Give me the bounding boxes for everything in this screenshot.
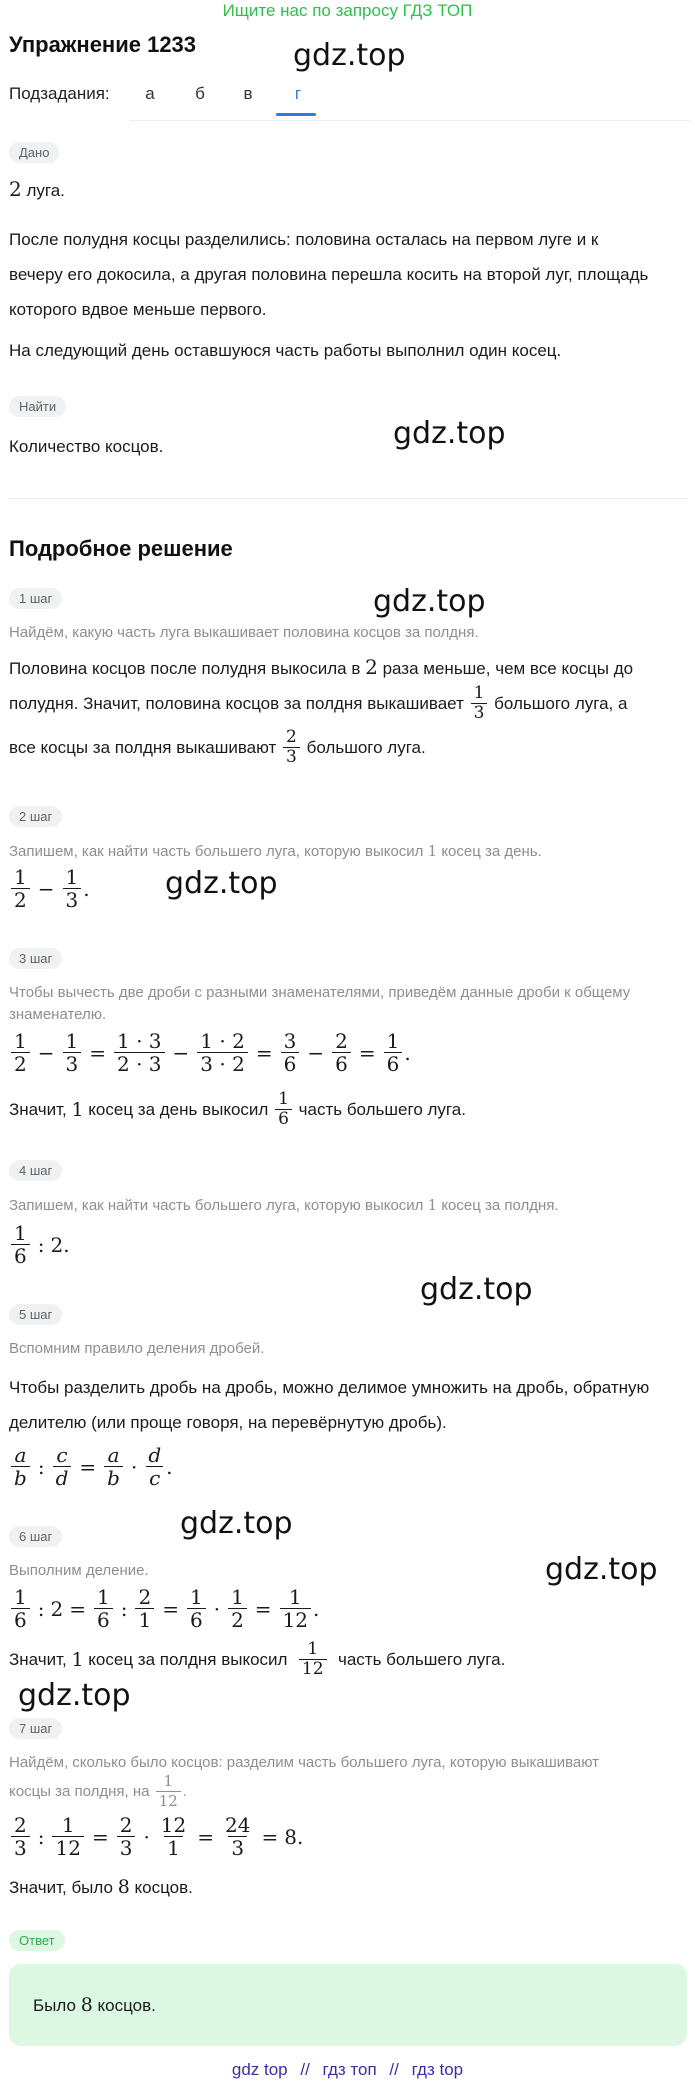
step2-formula: $\frac{1}{2}$ − $\frac{1}{3}$ . [9,866,90,911]
find-text: Количество косцов. [9,437,164,456]
step6-conclusion: Значит, 1 косец за полдня выкосил $\frac{1}{12}$ часть большего луга. [9,1639,506,1679]
watermark: gdz.top [18,1678,131,1713]
tab-b[interactable]: б [195,84,205,103]
footer-separator: // [389,2060,399,2079]
footer-separator: // [300,2060,310,2079]
given-para1: После полудня косцы разделились: половина осталась на первом луге и к вечеру его докосила, а другая половина перешла косить на второй луг, площадь которого вдвое меньше первого. [9,230,649,319]
top-banner[interactable]: Ищите нас по запросу ГДЗ ТОП [222,1,473,20]
footer-link[interactable]: гдз топ [322,2060,377,2079]
given-badge: Дано [9,142,59,163]
step5-hint: Вспомним правило деления дробей. [9,1340,265,1357]
step6-formula: $\frac{1}{6}$ : 2 = $\frac{1}{6}$ : $\frac{2}{1}$ = $\frac{1}{6}$ · $\frac{1}{2}$ = $\frac{1}{12}$ . [9,1586,319,1631]
tabs-divider [130,120,690,121]
find-badge: Найти [9,396,66,417]
step3-badge: 3 шаг [9,948,62,969]
step1-badge: 1 шаг [9,588,62,609]
footer-link[interactable]: гдз top [411,2060,464,2079]
step3-formula: $\frac{1}{2}$ − $\frac{1}{3}$ = $\frac{1 \cdot 3}{2 \cdot 3}$ − $\frac{1 \cdot 2}{3 \cdot 2}$ = $\frac{3}{6}$ − $\frac{2}{6}$ = $\frac{1}{6}$ . [9,1030,411,1075]
step1-hint: Найдём, какую часть луга выкашивает половина косцов за полдня. [9,624,479,641]
step2-hint: Запишем, как найти часть большего луга, которую выкосил 1 косец за день. [9,842,542,860]
fraction-2-3: $\frac{2}{3}$ [283,728,300,767]
step2-badge: 2 шаг [9,806,62,827]
step5-badge: 5 шаг [9,1304,62,1325]
footer-links [0,2060,695,2080]
step3-hint: Чтобы вычесть две дроби с разными знаменателями, приведём данные дроби к общему знаменателю. [9,984,631,1023]
step7-hint-line1: Найдём, сколько было косцов: разделим часть большего луга, которую выкашивают [9,1754,600,1771]
given-line1: 2 луга. [9,177,65,201]
watermark: gdz.top [180,1506,293,1541]
solution-title: Подробное решение [9,536,233,561]
page-title: Упражнение 1233 [9,32,197,57]
step7-formula: $\frac{2}{3}$ : $\frac{1}{12}$ = $\frac{2}{3}$ · $\frac{12}{1}$ = $\frac{24}{3}$ = 8. [9,1814,303,1859]
step5-formula: $\frac{a}{b}$ : $\frac{c}{d}$ = $\frac{a}{b}$ · $\frac{d}{c}$ . [9,1444,172,1489]
watermark: gdz.top [420,1272,533,1307]
step7-hint-line2: косцы за полдня, на $\frac{1}{12}$ . [9,1772,187,1810]
tab-a[interactable]: а [145,84,155,103]
step4-hint: Запишем, как найти часть большего луга, которую выкосил 1 косец за полдня. [9,1196,559,1214]
divider [9,498,687,499]
watermark: gdz.top [393,416,506,451]
step1-line1: Половина косцов после полудня выкосила в 2 раза меньше, чем все косцы до [9,655,634,679]
subtasks-label: Подзадания: [9,84,110,103]
watermark: gdz.top [293,38,406,73]
step7-badge: 7 шаг [9,1718,62,1739]
step6-hint: Выполним деление. [9,1562,149,1579]
answer-text: Было 8 косцов. [33,1994,156,2016]
step3-conclusion: Значит, 1 косец за день выкосил $\frac{1}{6}$ часть большего луга. [9,1089,466,1129]
footer-link[interactable]: gdz top [231,2060,288,2079]
tab-g[interactable]: г [294,84,302,103]
step5-rule: Чтобы разделить дробь на дробь, можно делимое умножить на дробь, обратную делителю (или проще говоря, на перевёрнутую дробь). [9,1378,650,1432]
step1-line2: полудня. Значит, половина косцов за полдня выкашивает $\frac{1}{3}$ большого луга, а [9,683,628,723]
watermark: gdz.top [165,866,278,901]
tab-v[interactable]: в [243,84,253,103]
watermark: gdz.top [545,1552,658,1587]
answer-badge: Ответ [9,1930,65,1951]
given-para2: На следующий день оставшуюся часть работы выполнил один косец. [9,341,562,360]
step7-conclusion: Значит, было 8 косцов. [9,1876,193,1898]
active-tab-indicator [276,113,316,116]
step4-badge: 4 шаг [9,1160,62,1181]
step4-formula: $\frac{1}{6}$ : 2. [9,1222,70,1267]
step1-line3: все косцы за полдня выкашивают $\frac{2}{3}$ большого луга. [9,727,426,767]
watermark: gdz.top [373,584,486,619]
step6-badge: 6 шаг [9,1526,62,1547]
fraction-1-3: $\frac{1}{3}$ [471,684,488,723]
